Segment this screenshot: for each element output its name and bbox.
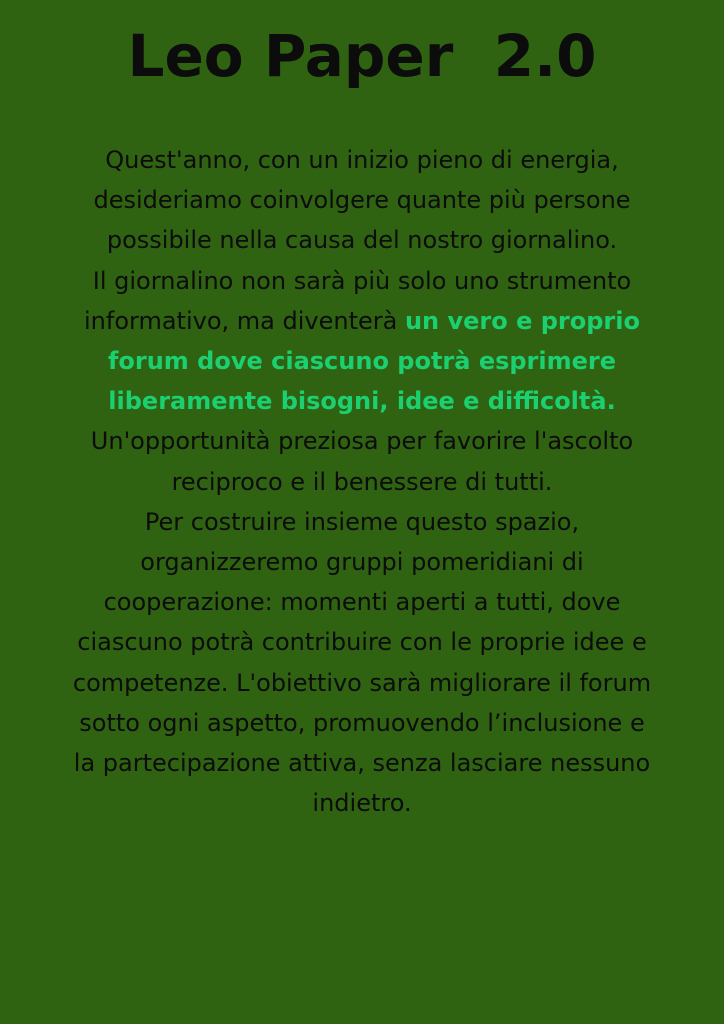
paragraph-intro: Quest'anno, con un inizio pieno di energia, desideriamo coinvolgere quante più persone possibile nella causa del nostro giornalino. <box>93 146 631 255</box>
paragraph-cooperation: Per costruire insieme questo spazio, organizzeremo gruppi pomeridiani di cooperazione: momenti aperti a tutti, dove ciascuno potrà contribuire con le proprie idee e competenze. L'obiettivo sarà migliorare il forum sotto ogni aspetto, promuovendo l’inclusione e la partecipazione attiva, senza lasciare nessuno indietro. <box>72 507 652 818</box>
article-body <box>70 140 654 823</box>
paragraph-forum-lead: Il giornalino non sarà più solo uno strumento informativo, ma diventerà <box>84 266 632 335</box>
page-title: Leo Paper 2.0 <box>127 22 597 90</box>
paragraph-forum <box>70 261 654 502</box>
forum-highlight-text: un vero e proprio forum dove ciascuno potrà esprimere liberamente bisogni, idee e difficoltà. <box>107 306 640 416</box>
paragraph-forum-tail: Un'opportunità preziosa per favorire l'ascolto reciproco e il benessere di tutti. <box>90 427 634 496</box>
